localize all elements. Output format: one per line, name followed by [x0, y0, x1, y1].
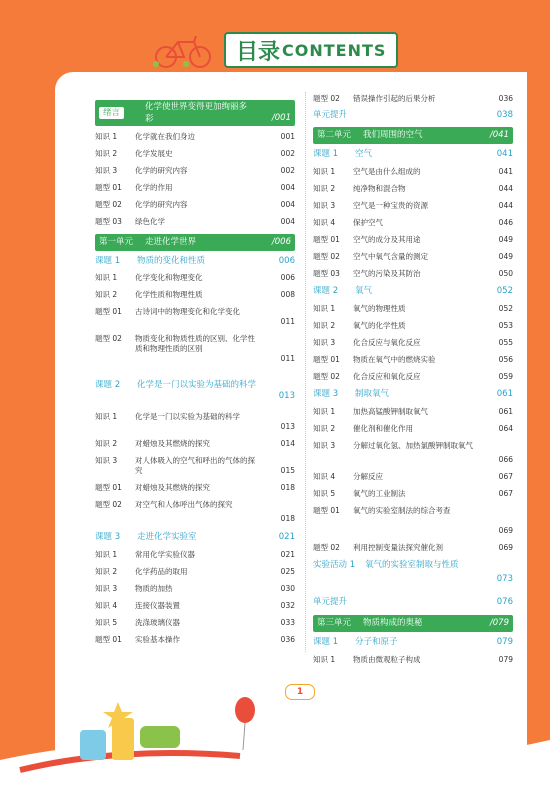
lesson-title: 制取氧气: [355, 389, 390, 399]
lesson-label: 课题 1: [313, 149, 339, 159]
row-text: 空气的成分及其用途: [353, 235, 421, 244]
header: [150, 30, 398, 70]
row-label: 知识 1: [95, 550, 118, 559]
section-label: 第一单元: [99, 237, 134, 247]
row-label: 知识 3: [313, 201, 336, 210]
row-text: 保护空气: [353, 218, 383, 227]
section-label: 第三单元: [317, 618, 352, 628]
row-label: 知识 3: [313, 338, 336, 347]
lesson-title: 物质的变化和性质: [137, 256, 206, 266]
unit-review-page: 076: [496, 597, 513, 607]
row-label: 题型 02: [95, 200, 122, 209]
row-label: 题型 01: [313, 235, 340, 244]
row-page: 067: [498, 472, 513, 481]
row-label: 知识 1: [313, 655, 336, 664]
unit-review[interactable]: [313, 110, 513, 121]
row-text: 洗涤玻璃仪器: [135, 618, 180, 627]
row-text: 绿色化学: [135, 217, 165, 226]
row-label: 题型 02: [95, 334, 122, 343]
unit-review[interactable]: [313, 597, 513, 608]
row-text: 分解反应: [353, 472, 383, 481]
row-label: 知识 2: [313, 424, 336, 433]
row-text: 加热高锰酸钾制取氧气: [353, 407, 428, 416]
lesson-label: 课题 3: [95, 532, 121, 542]
building-icon: [80, 730, 106, 760]
lesson-label: 课题 1: [313, 637, 339, 647]
row-page: 013: [280, 422, 295, 431]
row-label: 知识 5: [313, 489, 336, 498]
lesson-title: 分子和原子: [355, 637, 398, 647]
row-label: 题型 01: [95, 483, 122, 492]
row-label: 知识 4: [313, 472, 336, 481]
row-page: 033: [280, 618, 295, 627]
section-header-unit1[interactable]: [95, 234, 295, 251]
row-label: 题型 03: [313, 269, 340, 278]
lesson-title: 化学是一门以实验为基础的科学: [137, 380, 257, 390]
row-label: 知识 4: [95, 601, 118, 610]
row-page: 006: [280, 273, 295, 282]
balloon-icon: [235, 697, 255, 723]
row-text: 错误操作引起的后果分析: [353, 94, 436, 103]
lesson-label: 课题 3: [313, 389, 339, 399]
row-page: 055: [498, 338, 513, 347]
lesson-title: 氧气: [355, 286, 373, 296]
section-title: 我们周围的空气: [363, 130, 423, 140]
row-text: 物质变化和物质性质的区别、化学性质和物理性质的区别: [135, 334, 255, 353]
row-label: 知识 2: [313, 184, 336, 193]
row-page: 069: [498, 543, 513, 552]
row-label: 题型 01: [95, 635, 122, 644]
row-page: 044: [498, 184, 513, 193]
unit-review-label: 单元提升: [313, 110, 348, 120]
row-label: 题型 01: [95, 307, 122, 316]
row-text: 实验基本操作: [135, 635, 180, 644]
row-text: 化学性质和物理性质: [135, 290, 203, 299]
section-label: 第二单元: [317, 130, 352, 140]
row-page: 002: [280, 149, 295, 158]
row-text: 空气中氧气含量的测定: [353, 252, 428, 261]
row-text: 纯净物和混合物: [353, 184, 406, 193]
row-text: 化学就在我们身边: [135, 132, 195, 141]
section-page: /079: [489, 618, 509, 628]
activity-label: 实验活动 1: [313, 560, 356, 570]
row-page: 052: [498, 304, 513, 313]
section-label: 绪言: [99, 107, 124, 119]
lesson-title: 走进化学实验室: [137, 532, 197, 542]
row-label: 知识 2: [95, 290, 118, 299]
lesson-page: 079: [496, 637, 513, 647]
row-text: 对人体吸入的空气和呼出的气体的探究: [135, 456, 255, 475]
row-label: 知识 1: [313, 304, 336, 313]
row-page: 001: [280, 132, 295, 141]
row-label: 知识 2: [95, 439, 118, 448]
row-label: 题型 02: [95, 500, 122, 509]
row-label: 题型 02: [313, 372, 340, 381]
row-page: 049: [498, 235, 513, 244]
page-title: 目录: [236, 39, 281, 65]
section-title: 走进化学世界: [145, 237, 197, 247]
section-header-unit3[interactable]: [313, 615, 513, 632]
row-page: 004: [280, 200, 295, 209]
row-page: 004: [280, 183, 295, 192]
row-text: 物质在氧气中的燃烧实验: [353, 355, 436, 364]
bottom-illustration: [0, 690, 550, 800]
column-divider: [305, 92, 306, 652]
section-title: 物质构成的奥秘: [363, 618, 423, 628]
row-text: 化合反应与氧化反应: [353, 338, 421, 347]
row-label: 知识 5: [95, 618, 118, 627]
row-page: 049: [498, 252, 513, 261]
row-page: 067: [498, 489, 513, 498]
row-label: 知识 3: [313, 441, 336, 450]
row-page: 061: [498, 407, 513, 416]
bicycle-icon: [150, 30, 220, 70]
row-page: 030: [280, 584, 295, 593]
lesson-page: 041: [496, 149, 513, 159]
row-label: 知识 1: [95, 132, 118, 141]
page-title-english: CONTENTS: [282, 40, 387, 60]
row-page: 021: [280, 550, 295, 559]
activity-page: 073: [496, 574, 513, 584]
section-page: /041: [489, 130, 509, 140]
row-label: 题型 01: [95, 183, 122, 192]
row-label: 知识 4: [313, 218, 336, 227]
lesson-label: 课题 2: [95, 380, 121, 390]
row-label: 题型 01: [313, 355, 340, 364]
title-box: [224, 32, 398, 68]
row-text: 物质的加热: [135, 584, 173, 593]
row-label: 知识 3: [95, 584, 118, 593]
row-label: 题型 01: [313, 506, 340, 515]
lesson-page: 021: [278, 532, 295, 542]
page-number-text: 1: [296, 687, 304, 697]
row-page: 066: [498, 455, 513, 464]
row-label: 知识 2: [313, 321, 336, 330]
row-text: 空气是由什么组成的: [353, 167, 421, 176]
row-text: 化学发展史: [135, 149, 173, 158]
bus-icon: [140, 726, 180, 748]
row-text: 分解过氧化氢、加热氯酸钾制取氧气: [353, 441, 473, 450]
unit-review-label: 单元提升: [313, 597, 348, 607]
lesson-page: 013: [278, 391, 295, 401]
row-page: 053: [498, 321, 513, 330]
lesson-page: 052: [496, 286, 513, 296]
row-page: 011: [280, 354, 295, 363]
section-title: 化学使世界变得更加绚丽多彩: [145, 102, 248, 124]
row-text: 氧气的物理性质: [353, 304, 406, 313]
row-label: 知识 1: [313, 167, 336, 176]
row-text: 氧气的实验室制法的综合考查: [353, 506, 451, 515]
row-text: 氧气的化学性质: [353, 321, 406, 330]
row-text: 利用控制变量法探究催化剂: [353, 543, 443, 552]
row-page: 036: [498, 94, 513, 103]
row-text: 化学的研究内容: [135, 166, 188, 175]
lesson-page: 006: [278, 256, 295, 266]
row-label: 知识 3: [95, 456, 118, 465]
row-text: 对蜡烛及其燃烧的探究: [135, 439, 210, 448]
lesson-label: 课题 1: [95, 256, 121, 266]
row-label: 知识 1: [313, 407, 336, 416]
row-page: 050: [498, 269, 513, 278]
row-page: 079: [498, 655, 513, 664]
row-page: 004: [280, 217, 295, 226]
row-text: 物质由微观粒子构成: [353, 655, 421, 664]
row-text: 化学的研究内容: [135, 200, 188, 209]
row-page: 011: [280, 317, 295, 326]
row-text: 化合反应和氧化反应: [353, 372, 421, 381]
row-label: 题型 02: [313, 252, 340, 261]
row-page: 056: [498, 355, 513, 364]
section-page: /006: [271, 237, 291, 247]
row-label: 知识 1: [95, 273, 118, 282]
row-text: 对空气和人体呼出气体的探究: [135, 500, 233, 509]
row-page: 036: [280, 635, 295, 644]
row-text: 空气是一种宝贵的资源: [353, 201, 428, 210]
row-page: 008: [280, 290, 295, 299]
row-label: 题型 02: [313, 94, 340, 103]
row-text: 古诗词中的物理变化和化学变化: [135, 307, 240, 316]
row-label: 知识 2: [95, 567, 118, 576]
row-text: 空气的污染及其防治: [353, 269, 421, 278]
row-page: 041: [498, 167, 513, 176]
row-label: 知识 2: [95, 149, 118, 158]
activity-title: 氧气的实验室制取与性质: [365, 560, 459, 570]
row-text: 连接仪器装置: [135, 601, 180, 610]
row-text: 化学的作用: [135, 183, 173, 192]
row-page: 014: [280, 439, 295, 448]
row-text: 化学是一门以实验为基础的科学: [135, 412, 240, 421]
row-text: 化学变化和物理变化: [135, 273, 203, 282]
section-page: /001: [271, 113, 291, 123]
row-page: 002: [280, 166, 295, 175]
row-page: 069: [498, 526, 513, 535]
row-text: 常用化学实验仪器: [135, 550, 195, 559]
row-page: 032: [280, 601, 295, 610]
section-header-unit2[interactable]: [313, 127, 513, 144]
section-header-intro[interactable]: [95, 100, 295, 126]
row-page: 025: [280, 567, 295, 576]
lesson-label: 课题 2: [313, 286, 339, 296]
row-label: 知识 1: [95, 412, 118, 421]
row-page: 018: [280, 483, 295, 492]
row-label: 题型 03: [95, 217, 122, 226]
lesson-page: 061: [496, 389, 513, 399]
row-page: 046: [498, 218, 513, 227]
row-text: 氧气的工业制法: [353, 489, 406, 498]
row-page: 015: [280, 466, 295, 475]
row-label: 知识 3: [95, 166, 118, 175]
row-page: 064: [498, 424, 513, 433]
row-label: 题型 02: [313, 543, 340, 552]
row-page: 018: [280, 514, 295, 523]
row-text: 对蜡烛及其燃烧的探究: [135, 483, 210, 492]
lesson-title: 空气: [355, 149, 373, 159]
row-page: 059: [498, 372, 513, 381]
row-text: 化学药品的取用: [135, 567, 188, 576]
unit-review-page: 038: [496, 110, 513, 120]
row-text: 催化剂和催化作用: [353, 424, 413, 433]
row-page: 044: [498, 201, 513, 210]
